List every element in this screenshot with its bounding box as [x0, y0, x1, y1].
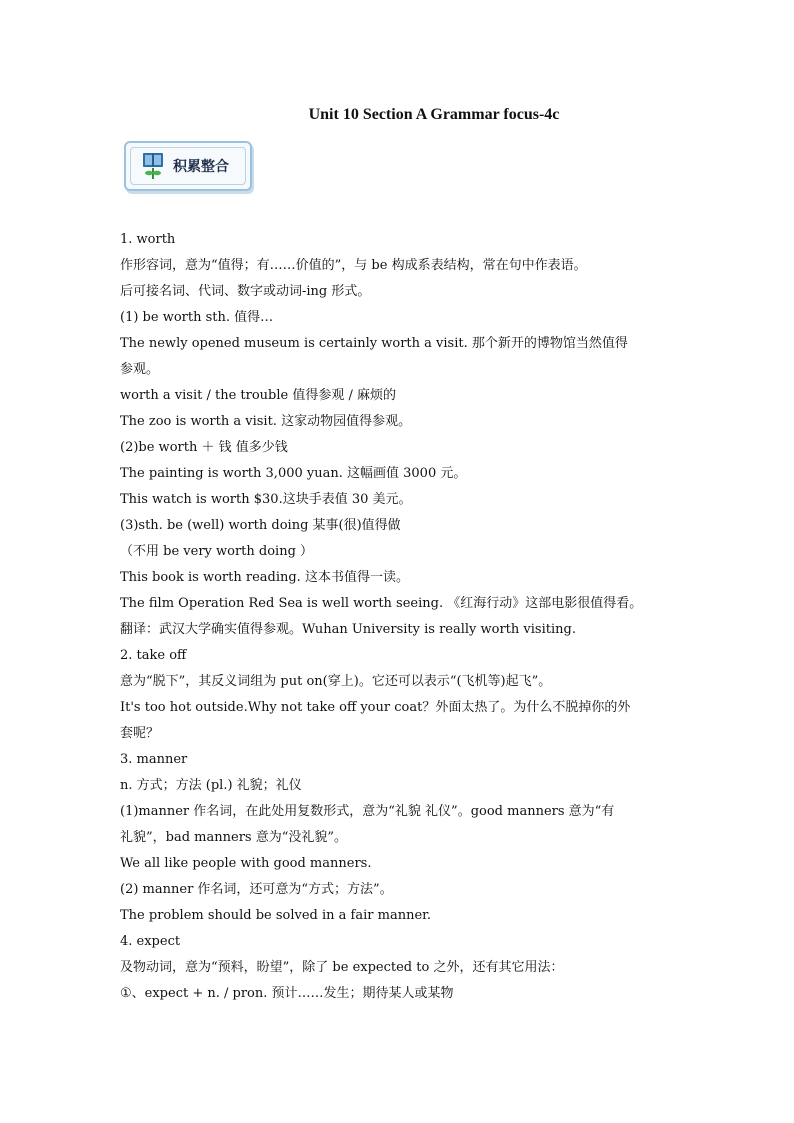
text-line: The zoo is worth a visit. 这家动物园值得参观。	[120, 414, 412, 429]
text-line: 意为“脱下”，其反义词组为 put on(穿上)。它还可以表示“(飞机等)起飞”。	[120, 674, 552, 689]
text-line: 套呢？	[120, 726, 160, 741]
text-line: (1)manner 作名词，在此处用复数形式，意为“礼貌 礼仪”。good manners 意为“有	[120, 804, 615, 819]
text-line: 2. take off	[120, 648, 187, 663]
section-badge-inner	[130, 147, 246, 185]
section-badge	[124, 141, 252, 191]
text-line: 4. expect	[120, 934, 181, 949]
text-line: This watch is worth $30.这块手表值 30 美元。	[120, 492, 412, 507]
text-line: 后可接名词、代词、数字或动词-ing 形式。	[120, 284, 371, 299]
text-line: The problem should be solved in a fair manner.	[120, 908, 432, 923]
text-line: ①、expect + n. / pron. 预计……发生；期待某人或某物	[120, 986, 454, 1001]
text-line: 翻译：武汉大学确实值得参观。Wuhan University is really worth visiting.	[120, 622, 576, 637]
text-line: It's too hot outside.Why not take off your coat？外面太热了。为什么不脱掉你的外	[120, 700, 631, 715]
text-line: The film Operation Red Sea is well worth seeing. 《红海行动》这部电影很值得看。	[120, 596, 643, 611]
text-line: 1. worth	[120, 232, 176, 247]
text-line: n. 方式；方法 (pl.) 礼貌；礼仪	[120, 778, 302, 793]
text-line: 3. manner	[120, 752, 188, 767]
text-line: (3)sth. be (well) worth doing 某事(很)值得做	[120, 518, 401, 533]
text-line: （不用 be very worth doing ）	[120, 544, 314, 559]
content-body	[120, 227, 690, 1007]
text-line: (1) be worth sth. 值得…	[120, 310, 274, 325]
text-line: This book is worth reading. 这本书值得一读。	[120, 570, 409, 585]
page-title: Unit 10 Section A Grammar focus-4c	[308, 106, 560, 123]
text-line: We all like people with good manners.	[120, 856, 372, 871]
text-line: 及物动词，意为“预料，盼望”，除了 be expected to 之外，还有其它用法：	[120, 960, 564, 975]
text-line: The painting is worth 3,000 yuan. 这幅画值 3000 元。	[120, 466, 467, 481]
text-line: 作形容词，意为“值得；有……价值的”，与 be 构成系表结构，常在句中作表语。	[120, 258, 587, 273]
text-line: The newly opened museum is certainly worth a visit. 那个新开的博物馆当然值得	[120, 336, 628, 351]
text-line: worth a visit / the trouble 值得参观 / 麻烦的	[120, 388, 396, 403]
section-badge-label: 积累整合	[173, 159, 229, 175]
text-line: (2)be worth ＋ 钱 值多少钱	[120, 440, 288, 455]
text-line: 参观。	[120, 362, 160, 377]
text-line: 礼貌”，bad manners 意为“没礼貌”。	[120, 830, 347, 845]
book-plant-icon	[141, 151, 165, 181]
text-line: (2) manner 作名词，还可意为“方式；方法”。	[120, 882, 393, 897]
